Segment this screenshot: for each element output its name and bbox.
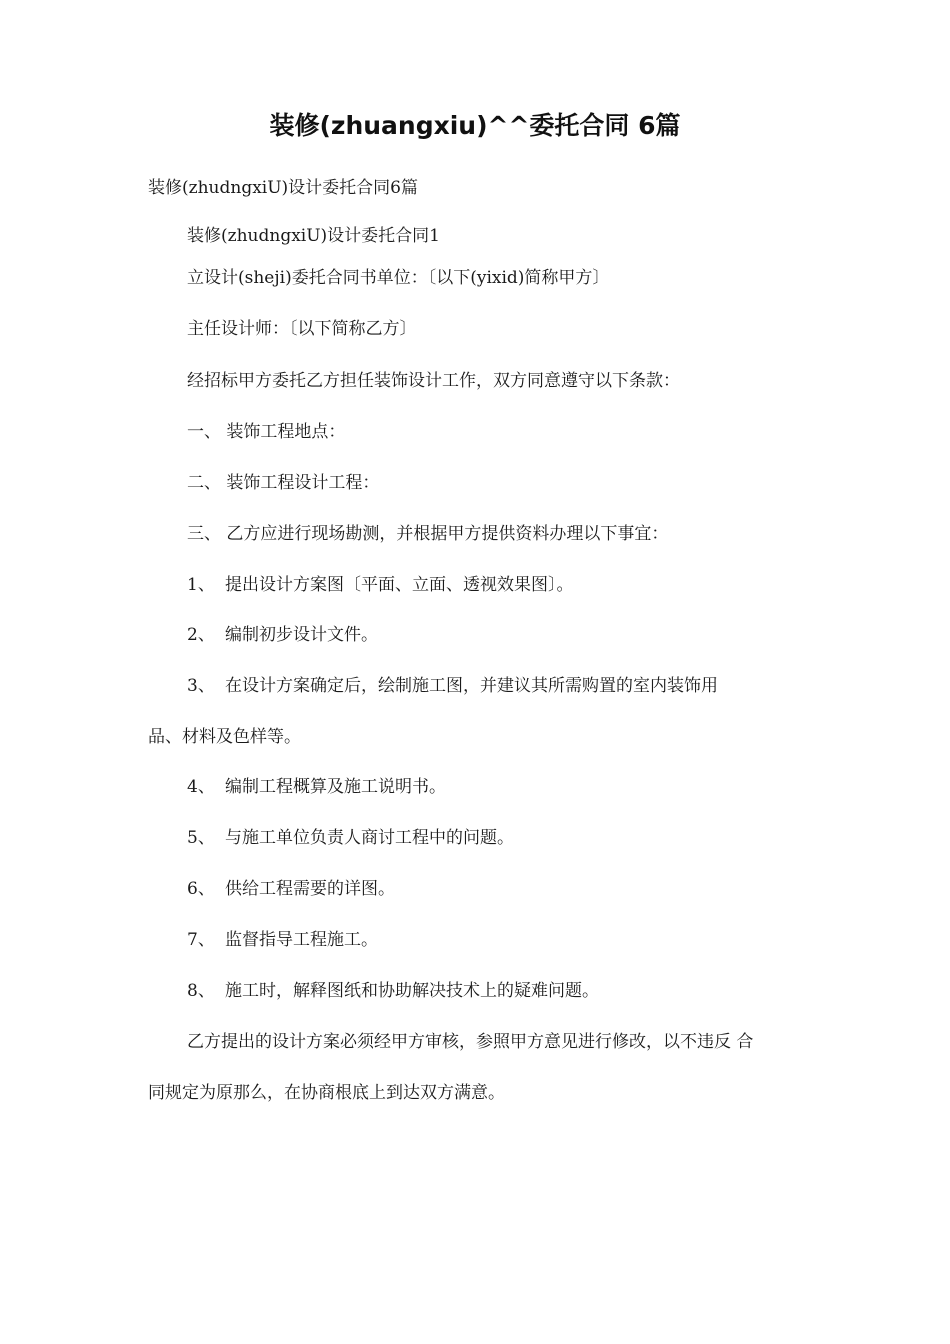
list-item-number: 3、 <box>187 676 215 696</box>
list-item-text: 编制工程概算及施工说明书。 <box>225 777 446 797</box>
intro-paragraph: 经招标甲方委托乙方担任装饰设计工作，双方同意遵守以下条款： <box>187 371 680 391</box>
closing-paragraph-line-2: 同规定为原那么，在协商根底上到达双方满意。 <box>148 1083 505 1103</box>
list-item-number: 6、 <box>187 879 215 899</box>
list-item <box>187 826 514 850</box>
document-title: 装修(zhuangxiu)^^委托合同 6篇 <box>269 111 681 140</box>
list-item-text: 提出设计方案图〔平面、立面、透视效果图〕。 <box>225 575 574 595</box>
list-item-number: 2、 <box>187 625 215 645</box>
list-item <box>187 979 599 1003</box>
clause-3: 三、 乙方应进行现场勘测，并根据甲方提供资料办理以下事宜： <box>187 524 669 544</box>
list-item <box>187 674 718 698</box>
list-item-number: 7、 <box>187 930 215 950</box>
closing-paragraph-line-1: 乙方提出的设计方案必须经甲方审核，参照甲方意见进行修改，以不违反 合 <box>187 1032 754 1052</box>
list-item-text: 与施工单位负责人商讨工程中的问题。 <box>225 828 514 848</box>
list-item-text: 供给工程需要的详图。 <box>225 879 395 899</box>
list-item <box>187 623 378 647</box>
document-subtitle: 装修(zhudngxiU)设计委托合同6篇 <box>148 178 418 198</box>
list-item-text: 监督指导工程施工。 <box>225 930 378 950</box>
list-item <box>187 877 395 901</box>
clause-2: 二、 装饰工程设计工程： <box>187 473 380 493</box>
list-item-continuation: 品、材料及色样等。 <box>148 727 301 747</box>
list-item-number: 8、 <box>187 981 215 1001</box>
list-item-number: 1、 <box>187 575 215 595</box>
section-title: 装修(zhudngxiU)设计委托合同1 <box>187 226 440 246</box>
list-item-text: 在设计方案确定后，绘制施工图，并建议其所需购置的室内装饰用 <box>225 676 718 696</box>
clause-1: 一、 装饰工程地点： <box>187 422 346 442</box>
list-item <box>187 573 574 597</box>
list-item <box>187 928 378 952</box>
party-b-line: 主任设计师：〔以下简称乙方〕 <box>187 319 417 339</box>
list-item-number: 4、 <box>187 777 215 797</box>
list-item-text: 编制初步设计文件。 <box>225 625 378 645</box>
list-item <box>187 775 446 799</box>
list-item-number: 5、 <box>187 828 215 848</box>
party-a-line: 立设计(sheji)委托合同书单位：〔以下(yixid)简称甲方〕 <box>187 268 610 288</box>
list-item-text: 施工时，解释图纸和协助解决技术上的疑难问题。 <box>225 981 599 1001</box>
